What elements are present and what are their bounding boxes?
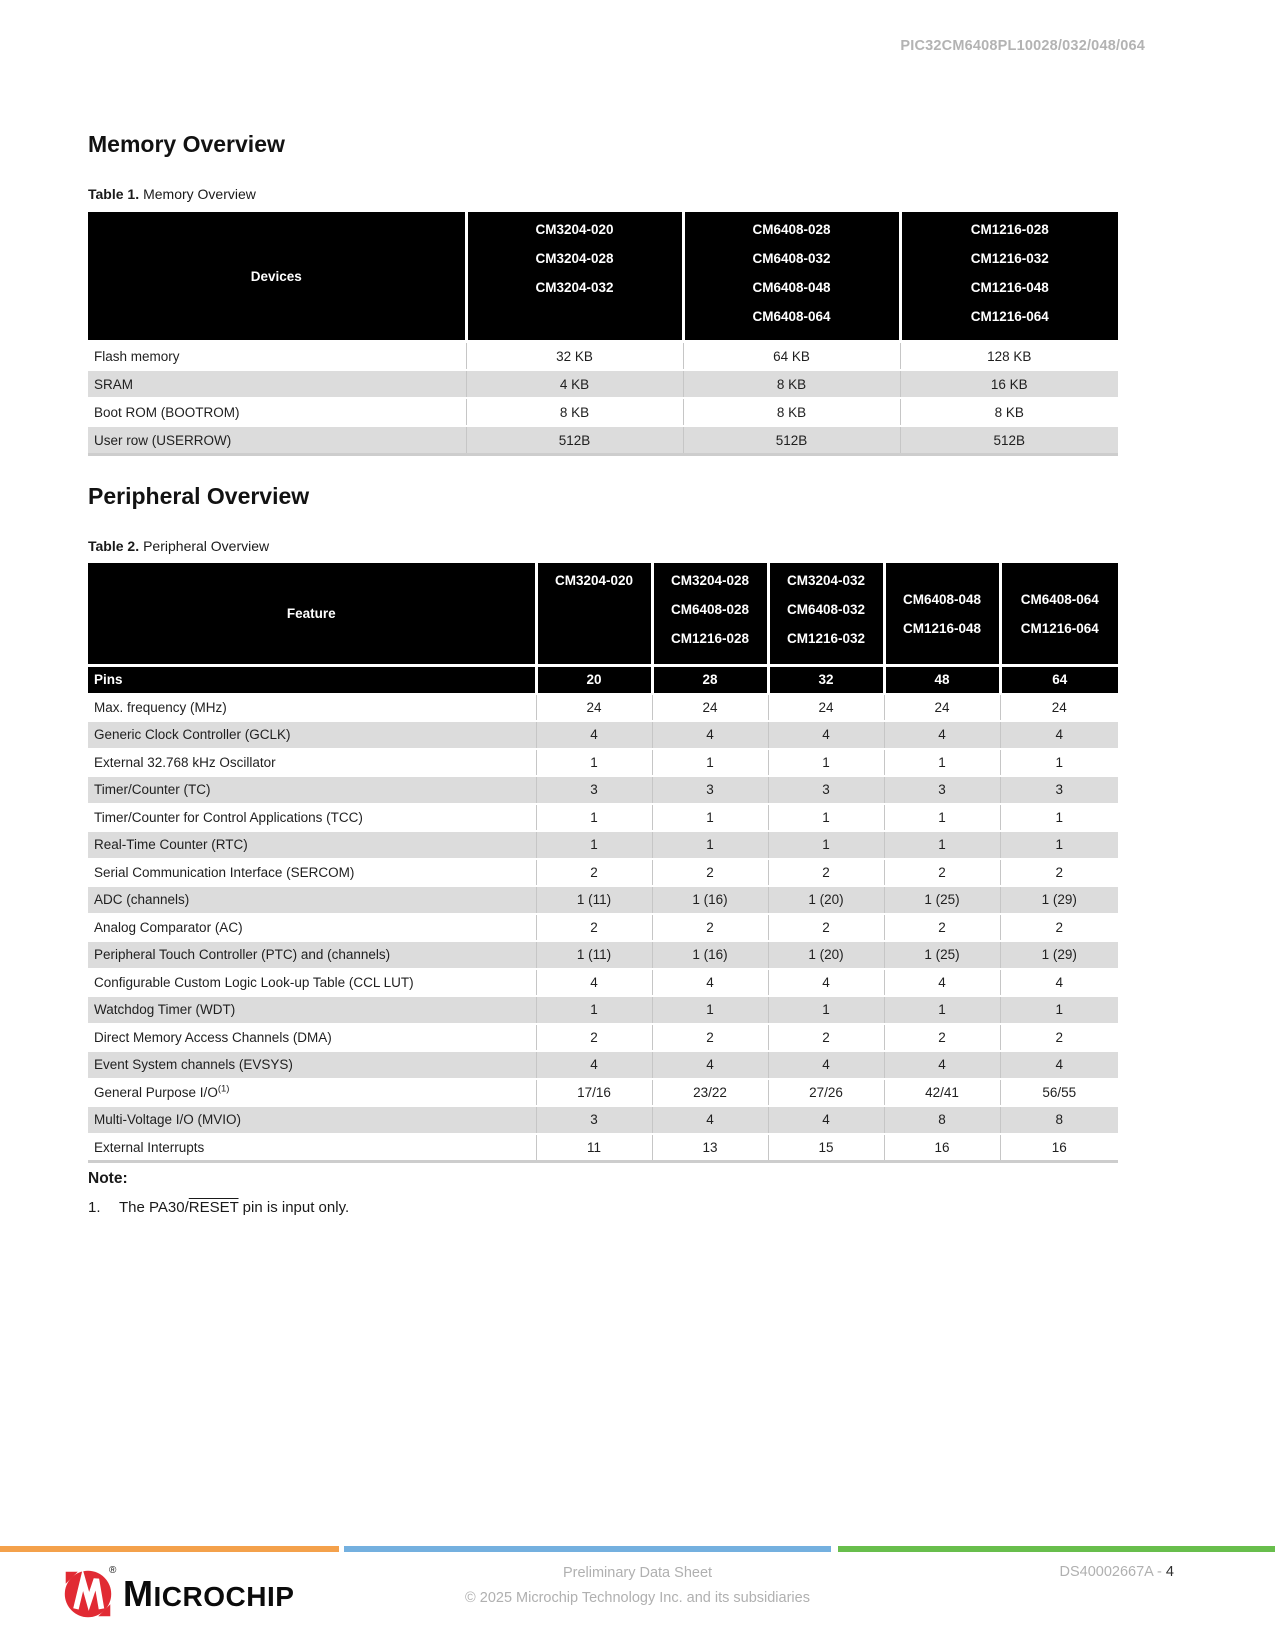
value-cell: 4: [884, 721, 1000, 749]
column-header-line: CM3204-028: [535, 251, 614, 266]
column-header-line: Feature: [286, 606, 336, 621]
column-header-line: CM6408-032: [786, 602, 866, 617]
feature-cell: Pins: [88, 666, 536, 694]
value-cell: 16: [1000, 1134, 1118, 1162]
feature-cell: Boot ROM (BOOTROM): [88, 398, 466, 426]
value-cell: 2: [652, 859, 768, 887]
value-cell: 1: [884, 831, 1000, 859]
value-cell: 4: [884, 969, 1000, 997]
value-cell: 1: [652, 804, 768, 832]
table1-caption-label: Table 1.: [88, 186, 140, 202]
table-row: [88, 859, 1118, 887]
note-text-reset-overline: RESET: [188, 1199, 239, 1216]
value-cell: 2: [1000, 914, 1118, 942]
value-cell: 2: [652, 914, 768, 942]
value-cell: 3: [536, 776, 652, 804]
feature-cell: General Purpose $I/O^{(1)}$: [88, 1079, 536, 1107]
value-cell: 1 (25): [884, 886, 1000, 914]
value-cell: 2: [884, 1024, 1000, 1052]
value-cell: 1: [884, 996, 1000, 1024]
value-cell: 4: [652, 969, 768, 997]
page-number: 4: [1165, 1564, 1174, 1580]
value-cell: 2: [1000, 1024, 1118, 1052]
value-cell: 1 (16): [652, 886, 768, 914]
feature-cell: Multi-Voltage I/O (MVIO): [88, 1106, 536, 1134]
feature-cell: External Interrupts: [88, 1134, 536, 1162]
value-cell: 2: [536, 859, 652, 887]
column-header-line: CM3204-020: [535, 222, 614, 237]
feature-cell: Timer/Counter for Control Applications (TCC): [88, 804, 536, 832]
value-cell: 8: [884, 1106, 1000, 1134]
value-cell: 15: [768, 1134, 884, 1162]
feature-cell: ADC (channels): [88, 886, 536, 914]
feature-cell: Watchdog Timer (WDT): [88, 996, 536, 1024]
value-cell: 3: [536, 1106, 652, 1134]
table-row: [88, 1134, 1118, 1162]
feature-cell: External 32.768 kHz Oscillator: [88, 749, 536, 777]
column-header-line: Devices: [250, 268, 302, 284]
table-row: [88, 1024, 1118, 1052]
feature-cell: SRAM: [88, 370, 466, 398]
table-row: [88, 941, 1118, 969]
column-header-line: CM1216-064: [1020, 620, 1099, 636]
column-header-line: CM3204-028: [670, 573, 750, 588]
value-cell: 2: [768, 859, 884, 887]
column-header-line: CM1216-048: [902, 620, 982, 636]
feature-cell: Generic Clock Controller (GCLK): [88, 721, 536, 749]
note-heading: Note:: [88, 1170, 128, 1187]
table-row: [88, 886, 1118, 914]
column-header-line: CM1216-048: [970, 280, 1049, 295]
value-cell: 3: [884, 776, 1000, 804]
table-row: [88, 776, 1118, 804]
value-cell: 2: [884, 859, 1000, 887]
column-header-line: CM3204-020: [554, 573, 634, 588]
value-cell: 48: [884, 666, 1000, 694]
value-cell: 4: [652, 1106, 768, 1134]
column-header-line: CM6408-064: [1020, 591, 1099, 607]
value-cell: 1: [652, 749, 768, 777]
footer-bar-green: [838, 1546, 1275, 1552]
feature-cell: Configurable Custom Logic Look-up Table (CCL LUT): [88, 969, 536, 997]
value-cell: 4: [652, 721, 768, 749]
value-cell: 4 KB: [466, 370, 683, 398]
column-header-line: CM1216-028: [670, 631, 750, 646]
table-row: [88, 969, 1118, 997]
note-item: [88, 1199, 349, 1216]
feature-cell: User row (USERROW): [88, 426, 466, 455]
note-item-text: [119, 1199, 349, 1216]
value-cell: 512B: [683, 426, 900, 455]
table-row: [88, 804, 1118, 832]
value-cell: 1: [884, 804, 1000, 832]
table-row: [88, 342, 1118, 371]
value-cell: 24: [652, 694, 768, 722]
table-row: [88, 914, 1118, 942]
column-header-line: CM6408-048: [902, 591, 982, 607]
value-cell: 1: [536, 804, 652, 832]
feature-cell: Timer/Counter (TC): [88, 776, 536, 804]
peripheral-overview-table: [88, 563, 1118, 1163]
value-cell: 1: [768, 831, 884, 859]
feature-cell: Flash memory: [88, 342, 466, 371]
value-cell: 1 (20): [768, 941, 884, 969]
value-cell: 2: [768, 914, 884, 942]
column-header: [536, 563, 652, 666]
value-cell: 4: [768, 969, 884, 997]
value-cell: 1: [652, 996, 768, 1024]
memory-overview-table: [88, 212, 1118, 456]
column-header: [884, 563, 1000, 666]
value-cell: 2: [536, 1024, 652, 1052]
column-header: [88, 212, 466, 342]
feature-cell: Peripheral Touch Controller (PTC) and (channels): [88, 941, 536, 969]
column-header-line: CM3204-032: [535, 280, 614, 295]
value-cell: 27/26: [768, 1079, 884, 1107]
column-header-line: CM6408-064: [752, 309, 831, 324]
table-row: [88, 996, 1118, 1024]
footer-bar-orange: [0, 1546, 339, 1552]
column-header: [88, 563, 536, 666]
table-row: [88, 694, 1118, 722]
value-cell: 1 (16): [652, 941, 768, 969]
value-cell: 1 (11): [536, 886, 652, 914]
table-row: [88, 1079, 1118, 1107]
value-cell: 1 (29): [1000, 886, 1118, 914]
value-cell: 13: [652, 1134, 768, 1162]
table2-caption-label: Table 2.: [88, 538, 140, 554]
value-cell: 4: [1000, 1051, 1118, 1079]
registered-trademark-symbol: ®: [109, 1565, 117, 1576]
footer-copyright: © 2025 Microchip Technology Inc. and its subsidiaries: [465, 1590, 810, 1606]
value-cell: 1: [1000, 831, 1118, 859]
footer-preliminary-label: Preliminary Data Sheet: [562, 1565, 713, 1581]
value-cell: 4: [768, 721, 884, 749]
header-row: [88, 212, 1118, 342]
note-item-number: 1.: [88, 1199, 101, 1216]
value-cell: 1: [768, 804, 884, 832]
note-text-pre: The PA30/: [119, 1199, 189, 1216]
microchip-logo-wordmark: MICROCHIP: [123, 1573, 295, 1614]
column-header: [466, 212, 683, 342]
value-cell: 3: [1000, 776, 1118, 804]
table2-caption-text: Peripheral Overview: [143, 538, 270, 554]
value-cell: 1: [1000, 749, 1118, 777]
value-cell: 1 (29): [1000, 941, 1118, 969]
value-cell: 8 KB: [683, 370, 900, 398]
value-cell: 8 KB: [466, 398, 683, 426]
column-header-line: CM3204-032: [786, 573, 866, 588]
value-cell: 1: [1000, 804, 1118, 832]
value-cell: 1: [536, 996, 652, 1024]
value-cell: 1 (20): [768, 886, 884, 914]
value-cell: 1: [1000, 996, 1118, 1024]
value-cell: 17/16: [536, 1079, 652, 1107]
table-row: [88, 721, 1118, 749]
column-header: [768, 563, 884, 666]
value-cell: 4: [1000, 969, 1118, 997]
value-cell: 8 KB: [900, 398, 1118, 426]
value-cell: 4: [536, 721, 652, 749]
feature-cell: Event System channels (EVSYS): [88, 1051, 536, 1079]
value-cell: 64 KB: [683, 342, 900, 371]
value-cell: 4: [768, 1051, 884, 1079]
footer-bar-blue: [344, 1546, 831, 1552]
value-cell: 64: [1000, 666, 1118, 694]
peripheral-overview-heading: Peripheral Overview: [88, 483, 310, 509]
value-cell: 11: [536, 1134, 652, 1162]
table-row: [88, 1051, 1118, 1079]
column-header-line: CM1216-032: [970, 251, 1049, 266]
table-row: [88, 749, 1118, 777]
value-cell: 24: [884, 694, 1000, 722]
value-cell: 32: [768, 666, 884, 694]
table-row: [88, 426, 1118, 455]
value-cell: 23/22: [652, 1079, 768, 1107]
column-header-line: CM6408-028: [670, 602, 750, 617]
value-cell: 24: [536, 694, 652, 722]
value-cell: 56/55: [1000, 1079, 1118, 1107]
column-header-line: CM6408-048: [752, 280, 831, 295]
value-cell: 4: [536, 1051, 652, 1079]
column-header-line: CM1216-064: [970, 309, 1049, 324]
value-cell: 1: [768, 749, 884, 777]
value-cell: 2: [768, 1024, 884, 1052]
table1-caption-text: Memory Overview: [143, 186, 256, 202]
value-cell: 24: [1000, 694, 1118, 722]
value-cell: 20: [536, 666, 652, 694]
value-cell: 1: [652, 831, 768, 859]
value-cell: 1: [768, 996, 884, 1024]
column-header-line: [540, 595, 649, 624]
column-header-line: CM6408-032: [752, 251, 831, 266]
value-cell: 4: [768, 1106, 884, 1134]
memory-overview-heading: Memory Overview: [88, 131, 285, 157]
value-cell: 16 KB: [900, 370, 1118, 398]
value-cell: 28: [652, 666, 768, 694]
footer-doc-id: [1060, 1564, 1175, 1580]
note-block: [88, 1170, 349, 1216]
table1-caption: [88, 186, 256, 202]
column-header-line: CM1216-032: [786, 631, 866, 646]
column-header: [900, 212, 1118, 342]
value-cell: 2: [884, 914, 1000, 942]
value-cell: 1: [536, 831, 652, 859]
value-cell: 128 KB: [900, 342, 1118, 371]
value-cell: 4: [884, 1051, 1000, 1079]
value-cell: 8 KB: [683, 398, 900, 426]
value-cell: 4: [1000, 721, 1118, 749]
table-row: [88, 370, 1118, 398]
table-row: [88, 1106, 1118, 1134]
table-row: [88, 831, 1118, 859]
value-cell: 8: [1000, 1106, 1118, 1134]
value-cell: 1: [536, 749, 652, 777]
page-content: [88, 0, 1118, 1650]
header-row: [88, 563, 1118, 666]
value-cell: 1 (11): [536, 941, 652, 969]
value-cell: 42/41: [884, 1079, 1000, 1107]
value-cell: 1 (25): [884, 941, 1000, 969]
value-cell: 24: [768, 694, 884, 722]
table-row: [88, 398, 1118, 426]
value-cell: 4: [652, 1051, 768, 1079]
feature-cell: Serial Communication Interface (SERCOM): [88, 859, 536, 887]
note-text-post: pin is input only.: [238, 1199, 350, 1216]
column-header-line: [540, 624, 649, 653]
feature-cell: Max. frequency (MHz): [88, 694, 536, 722]
value-cell: 16: [884, 1134, 1000, 1162]
value-cell: 32 KB: [466, 342, 683, 371]
value-cell: 2: [536, 914, 652, 942]
column-header-line: CM6408-028: [752, 222, 831, 237]
value-cell: 4: [536, 969, 652, 997]
value-cell: 3: [768, 776, 884, 804]
column-header: [652, 563, 768, 666]
feature-cell: Direct Memory Access Channels (DMA): [88, 1024, 536, 1052]
value-cell: 3: [652, 776, 768, 804]
value-cell: 2: [1000, 859, 1118, 887]
feature-cell: Real-Time Counter (RTC): [88, 831, 536, 859]
column-header-line: CM1216-028: [970, 222, 1049, 237]
feature-cell: Analog Comparator (AC): [88, 914, 536, 942]
value-cell: 512B: [466, 426, 683, 455]
value-cell: 2: [652, 1024, 768, 1052]
column-header: [1000, 563, 1118, 666]
column-header: [683, 212, 900, 342]
table-row: [88, 666, 1118, 694]
running-header-doc-number: PIC32CM6408PL10028/032/048/064: [900, 38, 1145, 54]
value-cell: 512B: [900, 426, 1118, 455]
doc-id-text: DS40002667A -: [1059, 1564, 1166, 1580]
value-cell: 1: [884, 749, 1000, 777]
footnote-ref: (1): [217, 1083, 230, 1095]
table2-caption: [88, 538, 269, 554]
